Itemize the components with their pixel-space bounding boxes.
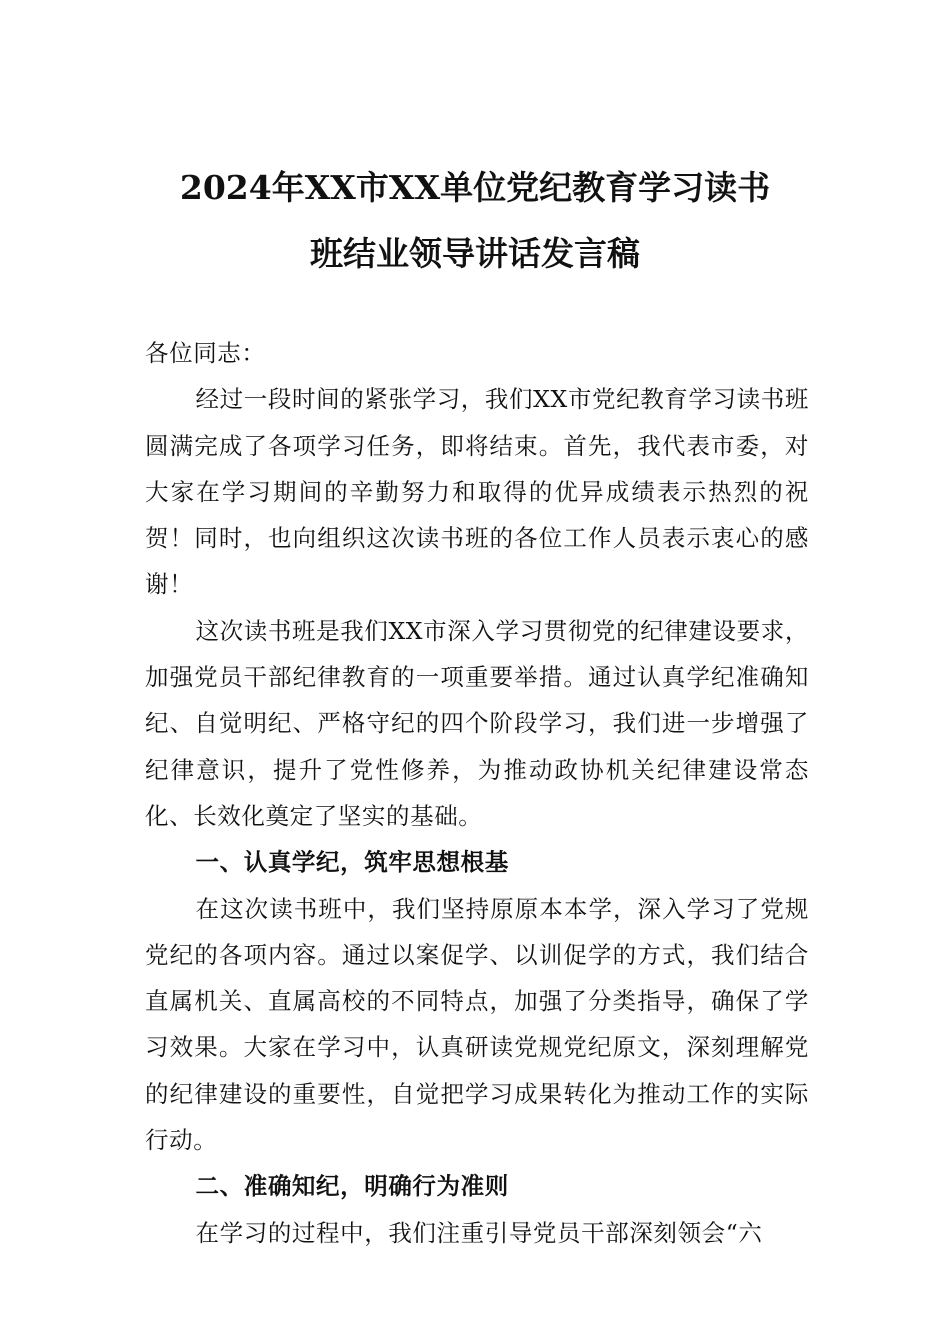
section-text-2: 在学习的过程中，我们注重引导党员干部深刻领会“六 bbox=[195, 1218, 763, 1247]
paragraph-opening: 经过一段时间的紧张学习，我们XX市党纪教育学习读书班圆满完成了各项学习任务，即将结束。首先，我代表市委，对大家在学习期间的辛勤努力和取得的优异成绩表示热烈的祝贺！同时，也向组织这次读书班的各位工作人员表示衷心的感谢！ bbox=[145, 385, 809, 599]
section-text-1: 在这次读书班中，我们坚持原原本本学，深入学习了党规党纪的各项内容。通过以案促学、以训促学的方式，我们结合直属机关、直属高校的不同特点，加强了分类指导，确保了学习效果。大家在学习中，认真研读党规党纪原文，深刻理解党的纪律建设的重要性，自觉把学习成果转化为推动工作的实际行动。 bbox=[145, 894, 809, 1155]
salutation: 各位同志： bbox=[145, 339, 266, 367]
document-body bbox=[145, 330, 809, 1256]
document-title-line-1: 2024年XX市XX单位党纪教育学习读书 bbox=[179, 168, 771, 207]
paragraph-overview: 这次读书班是我们XX市深入学习贯彻党的纪律建设要求，加强党员干部纪律教育的一项重要举措。通过认真学纪准确知纪、自觉明纪、严格守纪的四个阶段学习，我们进一步增强了纪律意识，提升了党性修养，为推动政协机关纪律建设常态化、长效化奠定了坚实的基础。 bbox=[145, 616, 809, 830]
section-heading-1: 一、认真学纪，筑牢思想根基 bbox=[195, 848, 509, 877]
document-title-line-2: 班结业领导讲话发言稿 bbox=[310, 234, 640, 273]
section-heading-2: 二、准确知纪，明确行为准则 bbox=[195, 1172, 509, 1201]
